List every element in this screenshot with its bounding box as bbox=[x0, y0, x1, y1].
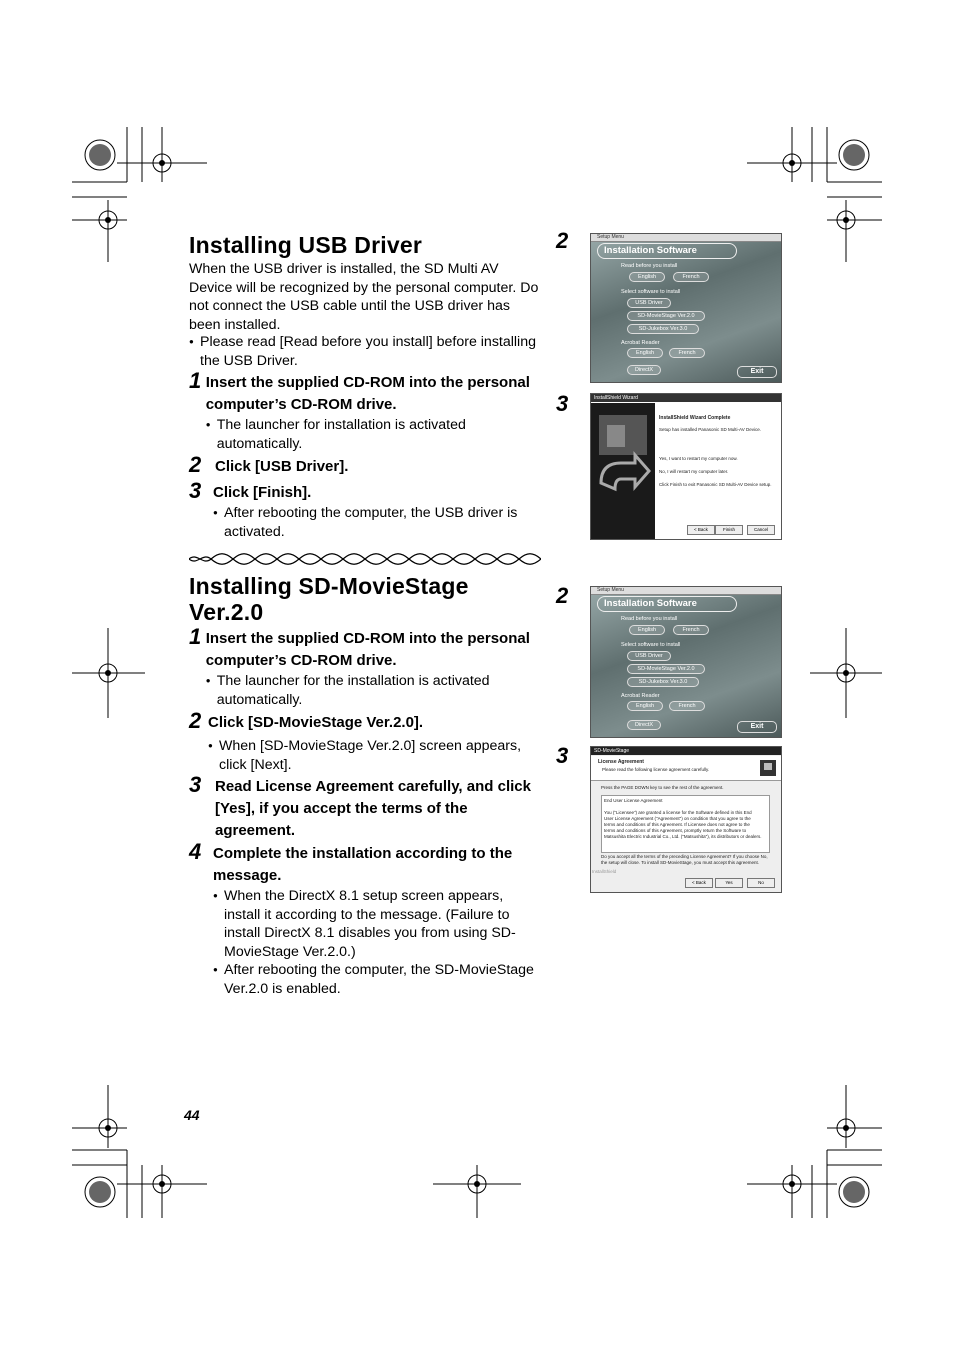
no-button[interactable]: No bbox=[747, 878, 775, 888]
read-label: Read before you install bbox=[621, 263, 678, 269]
step-number: 1 bbox=[189, 368, 202, 393]
ms-step-2 bbox=[189, 708, 539, 774]
license-subheading: Please read the following license agreement carefully. bbox=[602, 767, 710, 772]
license-text-box[interactable] bbox=[601, 795, 770, 853]
moviestage-section-title: Installing SD-MovieStage Ver.2.0 bbox=[189, 573, 469, 625]
license-box-heading: End User License Agreement bbox=[604, 798, 663, 803]
usb-note: ● Please read [Read before you install] before installing the USB Driver. bbox=[189, 333, 540, 370]
screenshot-number: 2 bbox=[556, 228, 569, 253]
jukebox-button[interactable]: SD-Jukebox Ver.3.0 bbox=[627, 324, 699, 334]
license-header bbox=[591, 756, 781, 781]
step-number: 3 bbox=[189, 772, 202, 797]
acrobat-english-button[interactable]: English bbox=[627, 348, 663, 358]
accept-question: Do you accept all the terms of the preceding License Agreement? If you choose No, the setup will close. To install SD-MovieStage, you must accept this agreement. bbox=[601, 854, 768, 865]
french-button[interactable]: French bbox=[673, 272, 709, 282]
ms-step-3 bbox=[189, 772, 539, 842]
step-number: 4 bbox=[189, 839, 202, 864]
ms-step-1 bbox=[189, 624, 539, 709]
window-titlebar: Setup Menu bbox=[591, 234, 781, 242]
read-label: Read before you install bbox=[621, 616, 678, 622]
screenshot-number: 2 bbox=[556, 583, 569, 608]
step-bullet: ● After rebooting the computer, the USB driver is activated. bbox=[213, 504, 539, 541]
window-titlebar: SD-MovieStage bbox=[591, 747, 781, 755]
step-number: 1 bbox=[189, 624, 202, 649]
ms-step-4 bbox=[189, 839, 539, 998]
screenshot-number: 3 bbox=[556, 391, 569, 416]
step-bullet-2: ● After rebooting the computer, the SD-MovieStage Ver.2.0 is enabled. bbox=[213, 961, 539, 998]
select-label: Select software to install bbox=[621, 642, 681, 648]
installer-title: Installation Software bbox=[597, 243, 737, 259]
restart-now-option[interactable]: Yes, I want to restart my computer now. bbox=[659, 456, 738, 461]
french-button[interactable]: French bbox=[673, 625, 709, 635]
select-label: Select software to install bbox=[621, 289, 681, 295]
installshield-label: InstallShield bbox=[592, 869, 617, 874]
finish-button[interactable]: Finish bbox=[715, 525, 743, 535]
step-text: Click [Finish]. bbox=[213, 484, 312, 501]
license-box-text: You ("Licensee") are granted a license for the Software defined in this End User License Agreement ("Agreement") on condition that you agree to the terms and conditions of this Agreement. If Licensee does not agree to the terms and conditions of this Agreement, promptly return the Software to Matsushita Electric Industrial Co., Ltd. ("Matsushita"), its distributors or dealers. bbox=[604, 810, 762, 839]
step-number: 2 bbox=[189, 708, 202, 733]
english-button[interactable]: English bbox=[629, 272, 665, 282]
step-number: 3 bbox=[189, 478, 202, 503]
exit-button[interactable]: Exit bbox=[737, 366, 777, 378]
acrobat-english-button[interactable]: English bbox=[627, 701, 663, 711]
acrobat-french-button[interactable]: French bbox=[669, 701, 705, 711]
back-button[interactable]: < Back bbox=[687, 525, 715, 535]
step-bullet: ● The launcher for installation is activated automatically. bbox=[206, 416, 532, 453]
step-text: Complete the installation according to the message. bbox=[213, 845, 513, 884]
step-bullet: ● When [SD-MovieStage Ver.2.0] screen appears, click [Next]. bbox=[208, 737, 539, 774]
window-titlebar: Setup Menu bbox=[591, 587, 781, 595]
wizard-side-art bbox=[591, 403, 655, 539]
computer-icon bbox=[759, 759, 777, 777]
acrobat-french-button[interactable]: French bbox=[669, 348, 705, 358]
usb-step-1 bbox=[189, 368, 539, 453]
installer-title: Installation Software bbox=[597, 596, 737, 612]
jukebox-button[interactable]: SD-Jukebox Ver.3.0 bbox=[627, 677, 699, 687]
screenshot-number: 3 bbox=[556, 743, 569, 768]
usb-driver-button[interactable]: USB Driver bbox=[627, 298, 671, 308]
step-text: Read License Agreement carefully, and click [Yes], if you accept the terms of the agreement. bbox=[215, 778, 531, 839]
yes-button[interactable]: Yes bbox=[715, 878, 743, 888]
installer-screenshot-moviestage bbox=[590, 586, 782, 738]
usb-driver-button[interactable]: USB Driver bbox=[627, 651, 671, 661]
cancel-button[interactable]: Cancel bbox=[747, 525, 775, 535]
usb-step-3 bbox=[189, 478, 539, 541]
step-text: Insert the supplied CD-ROM into the personal computer’s CD-ROM drive. bbox=[205, 630, 530, 669]
installshield-screenshot bbox=[590, 393, 782, 540]
wizard-line-2: Click Finish to exit Panasonic SD Multi-AV Device setup. bbox=[659, 482, 772, 487]
english-button[interactable]: English bbox=[629, 625, 665, 635]
page-down-hint: Press the PAGE DOWN key to see the rest of the agreement. bbox=[601, 785, 724, 790]
page-number: 44 bbox=[184, 1107, 200, 1123]
usb-section-title: Installing USB Driver bbox=[189, 232, 422, 258]
moviestage-button[interactable]: SD-MovieStage Ver.2.0 bbox=[627, 311, 705, 321]
acrobat-label: Acrobat Reader bbox=[621, 693, 660, 699]
license-heading: License Agreement bbox=[598, 759, 644, 765]
exit-button[interactable]: Exit bbox=[737, 721, 777, 733]
step-bullet: ● The launcher for the installation is activated automatically. bbox=[206, 672, 532, 709]
step-text: Insert the supplied CD-ROM into the personal computer’s CD-ROM drive. bbox=[205, 374, 530, 413]
usb-step-2 bbox=[189, 452, 539, 478]
computer-graphic-icon bbox=[591, 403, 655, 513]
directx-button[interactable]: DirectX bbox=[627, 720, 661, 730]
ornamental-divider bbox=[189, 552, 541, 566]
wizard-heading: InstallShield Wizard Complete bbox=[659, 415, 731, 421]
step-text: Click [SD-MovieStage Ver.2.0]. bbox=[208, 714, 424, 731]
step-number: 2 bbox=[189, 452, 202, 477]
installer-screenshot-usb bbox=[590, 233, 782, 383]
restart-later-option[interactable]: No, I will restart my computer later. bbox=[659, 469, 729, 474]
step-bullet: ● When the DirectX 8.1 setup screen appears, install it according to the message. (Failure to install DirectX 8.1 disables you from using SD-MovieStage Ver.2.0.) bbox=[213, 887, 539, 961]
moviestage-button[interactable]: SD-MovieStage Ver.2.0 bbox=[627, 664, 705, 674]
window-titlebar: InstallShield Wizard bbox=[591, 394, 781, 402]
acrobat-label: Acrobat Reader bbox=[621, 340, 660, 346]
license-screenshot bbox=[590, 746, 782, 893]
directx-button[interactable]: DirectX bbox=[627, 365, 661, 375]
wizard-line-1: Setup has installed Panasonic SD Multi-AV Device. bbox=[659, 427, 761, 432]
usb-intro: When the USB driver is installed, the SD Multi AV Device will be recognized by the personal computer. Do not connect the USB cable until the USB driver has been installed. bbox=[189, 261, 539, 333]
back-button[interactable]: < Back bbox=[685, 878, 713, 888]
step-text: Click [USB Driver]. bbox=[215, 458, 349, 475]
